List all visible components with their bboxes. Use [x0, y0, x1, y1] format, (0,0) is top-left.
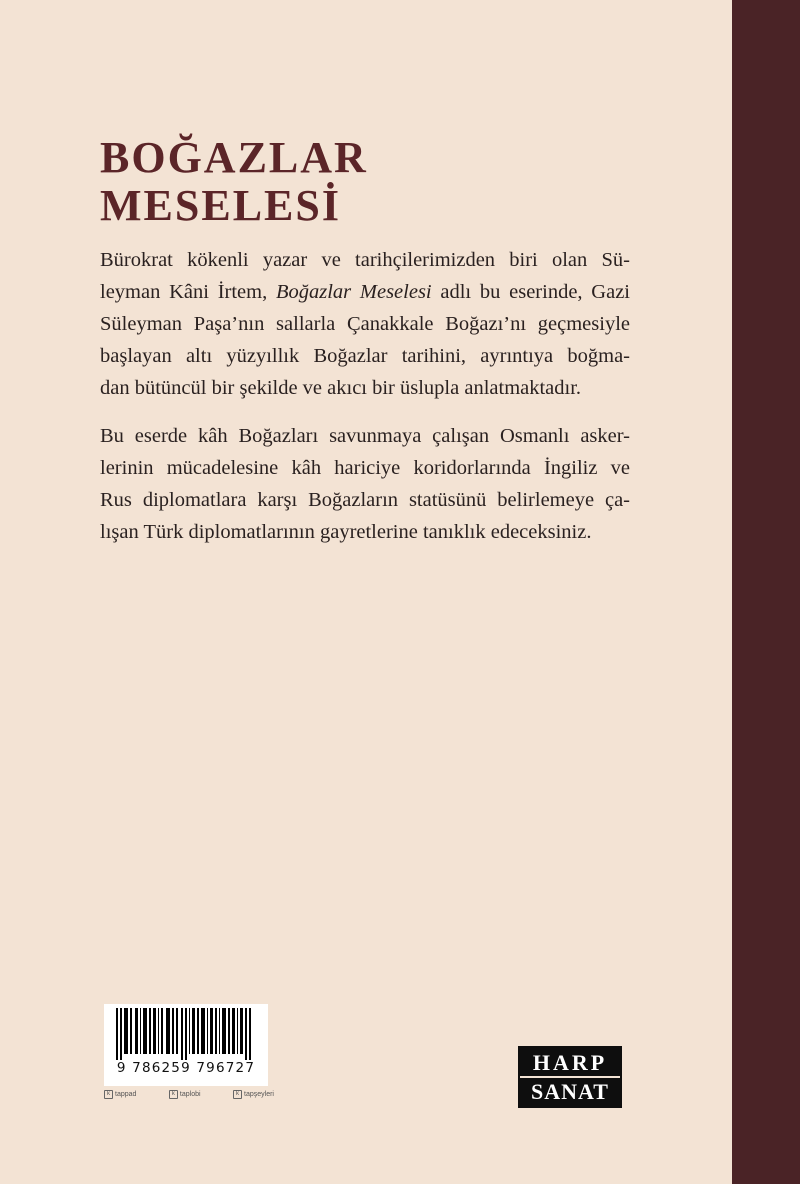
k-logo-icon: k	[169, 1090, 178, 1099]
isbn-number: 9 786259 796727	[116, 1060, 256, 1076]
blurb-line: lerinin mücadelesine kâh hariciye koridorlarında İngiliz ve	[100, 457, 630, 479]
publisher-logo-line-1: HARP	[532, 1050, 608, 1075]
blurb-line	[100, 276, 630, 308]
blurb-paragraph-1	[100, 244, 630, 404]
retailer-name: tapşeyleri	[244, 1091, 274, 1098]
blurb-paragraph-2	[100, 420, 630, 548]
blurb-line: Bürokrat kökenli yazar ve tarihçilerimizden biri olan Sü-	[100, 249, 630, 271]
isbn-barcode	[104, 1004, 268, 1086]
blurb-line: dan bütüncül bir şekilde ve akıcı bir üslupla anlatmaktadır.	[100, 377, 582, 399]
book-spine	[732, 0, 800, 1184]
blurb-line: Süleyman Paşa’nın sallarla Çanakkale Boğazı’nı geçmesiyle	[100, 313, 630, 335]
title-line-1: BOĞAZLAR	[100, 133, 368, 182]
blurb-line: Rus diplomatlara karşı Boğazların statüsünü belirlemeye ça-	[100, 489, 630, 511]
title-line-2: MESELESİ	[100, 181, 341, 230]
k-logo-icon: k	[233, 1090, 242, 1099]
retailer-name: taplobi	[179, 1091, 201, 1098]
blurb-line: başlayan altı yüzyıllık Boğazlar tarihini, ayrıntıya boğma-	[100, 345, 630, 367]
blurb-text: adlı bu eserinde, Gazi	[431, 281, 630, 303]
retailer-name: tappad	[115, 1091, 137, 1098]
blurb	[100, 244, 630, 564]
book-title	[100, 134, 660, 230]
blurb-text: leyman Kâni İrtem,	[100, 281, 276, 303]
retailer-logo	[233, 1090, 274, 1099]
retailer-logo	[169, 1090, 201, 1099]
k-logo-icon: k	[104, 1090, 113, 1099]
publisher-logo-line-2: SANAT	[531, 1079, 609, 1104]
blurb-line: lışan Türk diplomatlarının gayretlerine tanıklık edeceksiniz.	[100, 521, 592, 543]
retailer-logo	[104, 1090, 136, 1099]
book-title-italic: Boğazlar Meselesi	[275, 281, 432, 303]
publisher-logo	[518, 1046, 622, 1108]
blurb-line: Bu eserde kâh Boğazları savunmaya çalışan Osmanlı asker-	[100, 425, 630, 447]
retailer-logos	[104, 1090, 274, 1099]
barcode-icon	[110, 1008, 262, 1060]
